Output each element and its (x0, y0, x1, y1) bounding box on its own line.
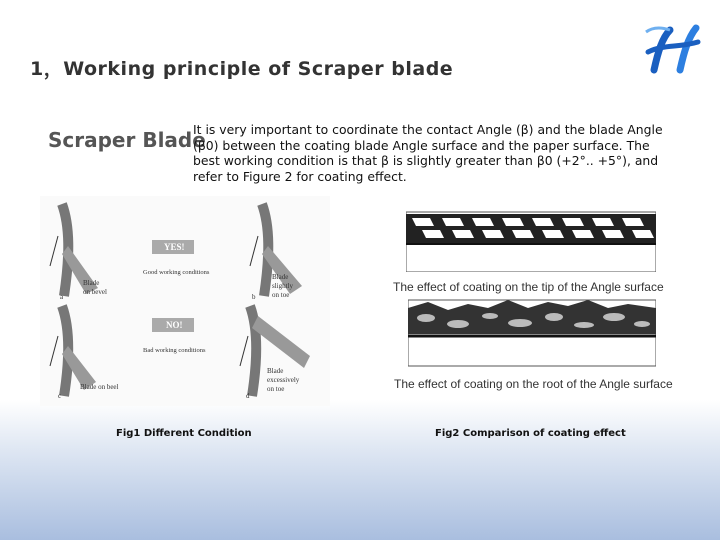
no-label: NO! (166, 320, 183, 330)
panel-d-line2: excessively (267, 376, 300, 384)
panel-a-letter: a (60, 293, 64, 301)
section-heading: Scraper Blade (48, 128, 206, 152)
panel-b-line1: Blade (272, 273, 289, 281)
slide-title: 1，Working principle of Scraper blade (30, 58, 454, 80)
section-body-text: It is very important to coordinate the contact Angle (β) and the blade Angle (β0) between the coating blade Angle surface and the paper surface. The best working condition is that β is slightly greater than β0 (+2°.. +5°), and refer to Figure 2 for coating effect. (193, 122, 663, 184)
panel-c-line1: Blade on beel (80, 383, 119, 391)
panel-a-line2: on bevel (83, 288, 107, 296)
fig1-caption: Fig1 Different Condition (116, 428, 252, 439)
slide-background-gradient (0, 400, 720, 540)
fig2-caption: Fig2 Comparison of coating effect (435, 428, 626, 439)
tip-coating-diagram (406, 206, 656, 272)
panel-d-line3: on toe (267, 385, 285, 393)
good-conditions-text: Good working conditions (143, 269, 210, 276)
yes-label: YES! (164, 242, 185, 252)
panel-b-letter: b (252, 293, 256, 301)
bad-conditions-text: Bad working conditions (143, 347, 206, 354)
panel-b-line3: on toe (272, 291, 290, 299)
panel-c-letter: c (58, 392, 62, 400)
panel-d-letter: d (246, 392, 250, 400)
root-coating-caption: The effect of coating on the root of the Angle surface (394, 377, 673, 391)
fig1-diagram (40, 196, 330, 406)
panel-d-line1: Blade (267, 367, 284, 375)
root-coating-diagram (408, 296, 656, 368)
brand-h-logo-icon (640, 22, 706, 80)
tip-coating-caption: The effect of coating on the tip of the Angle surface (393, 280, 664, 294)
panel-a-line1: Blade (83, 279, 100, 287)
panel-b-line2: slightly (272, 282, 294, 290)
